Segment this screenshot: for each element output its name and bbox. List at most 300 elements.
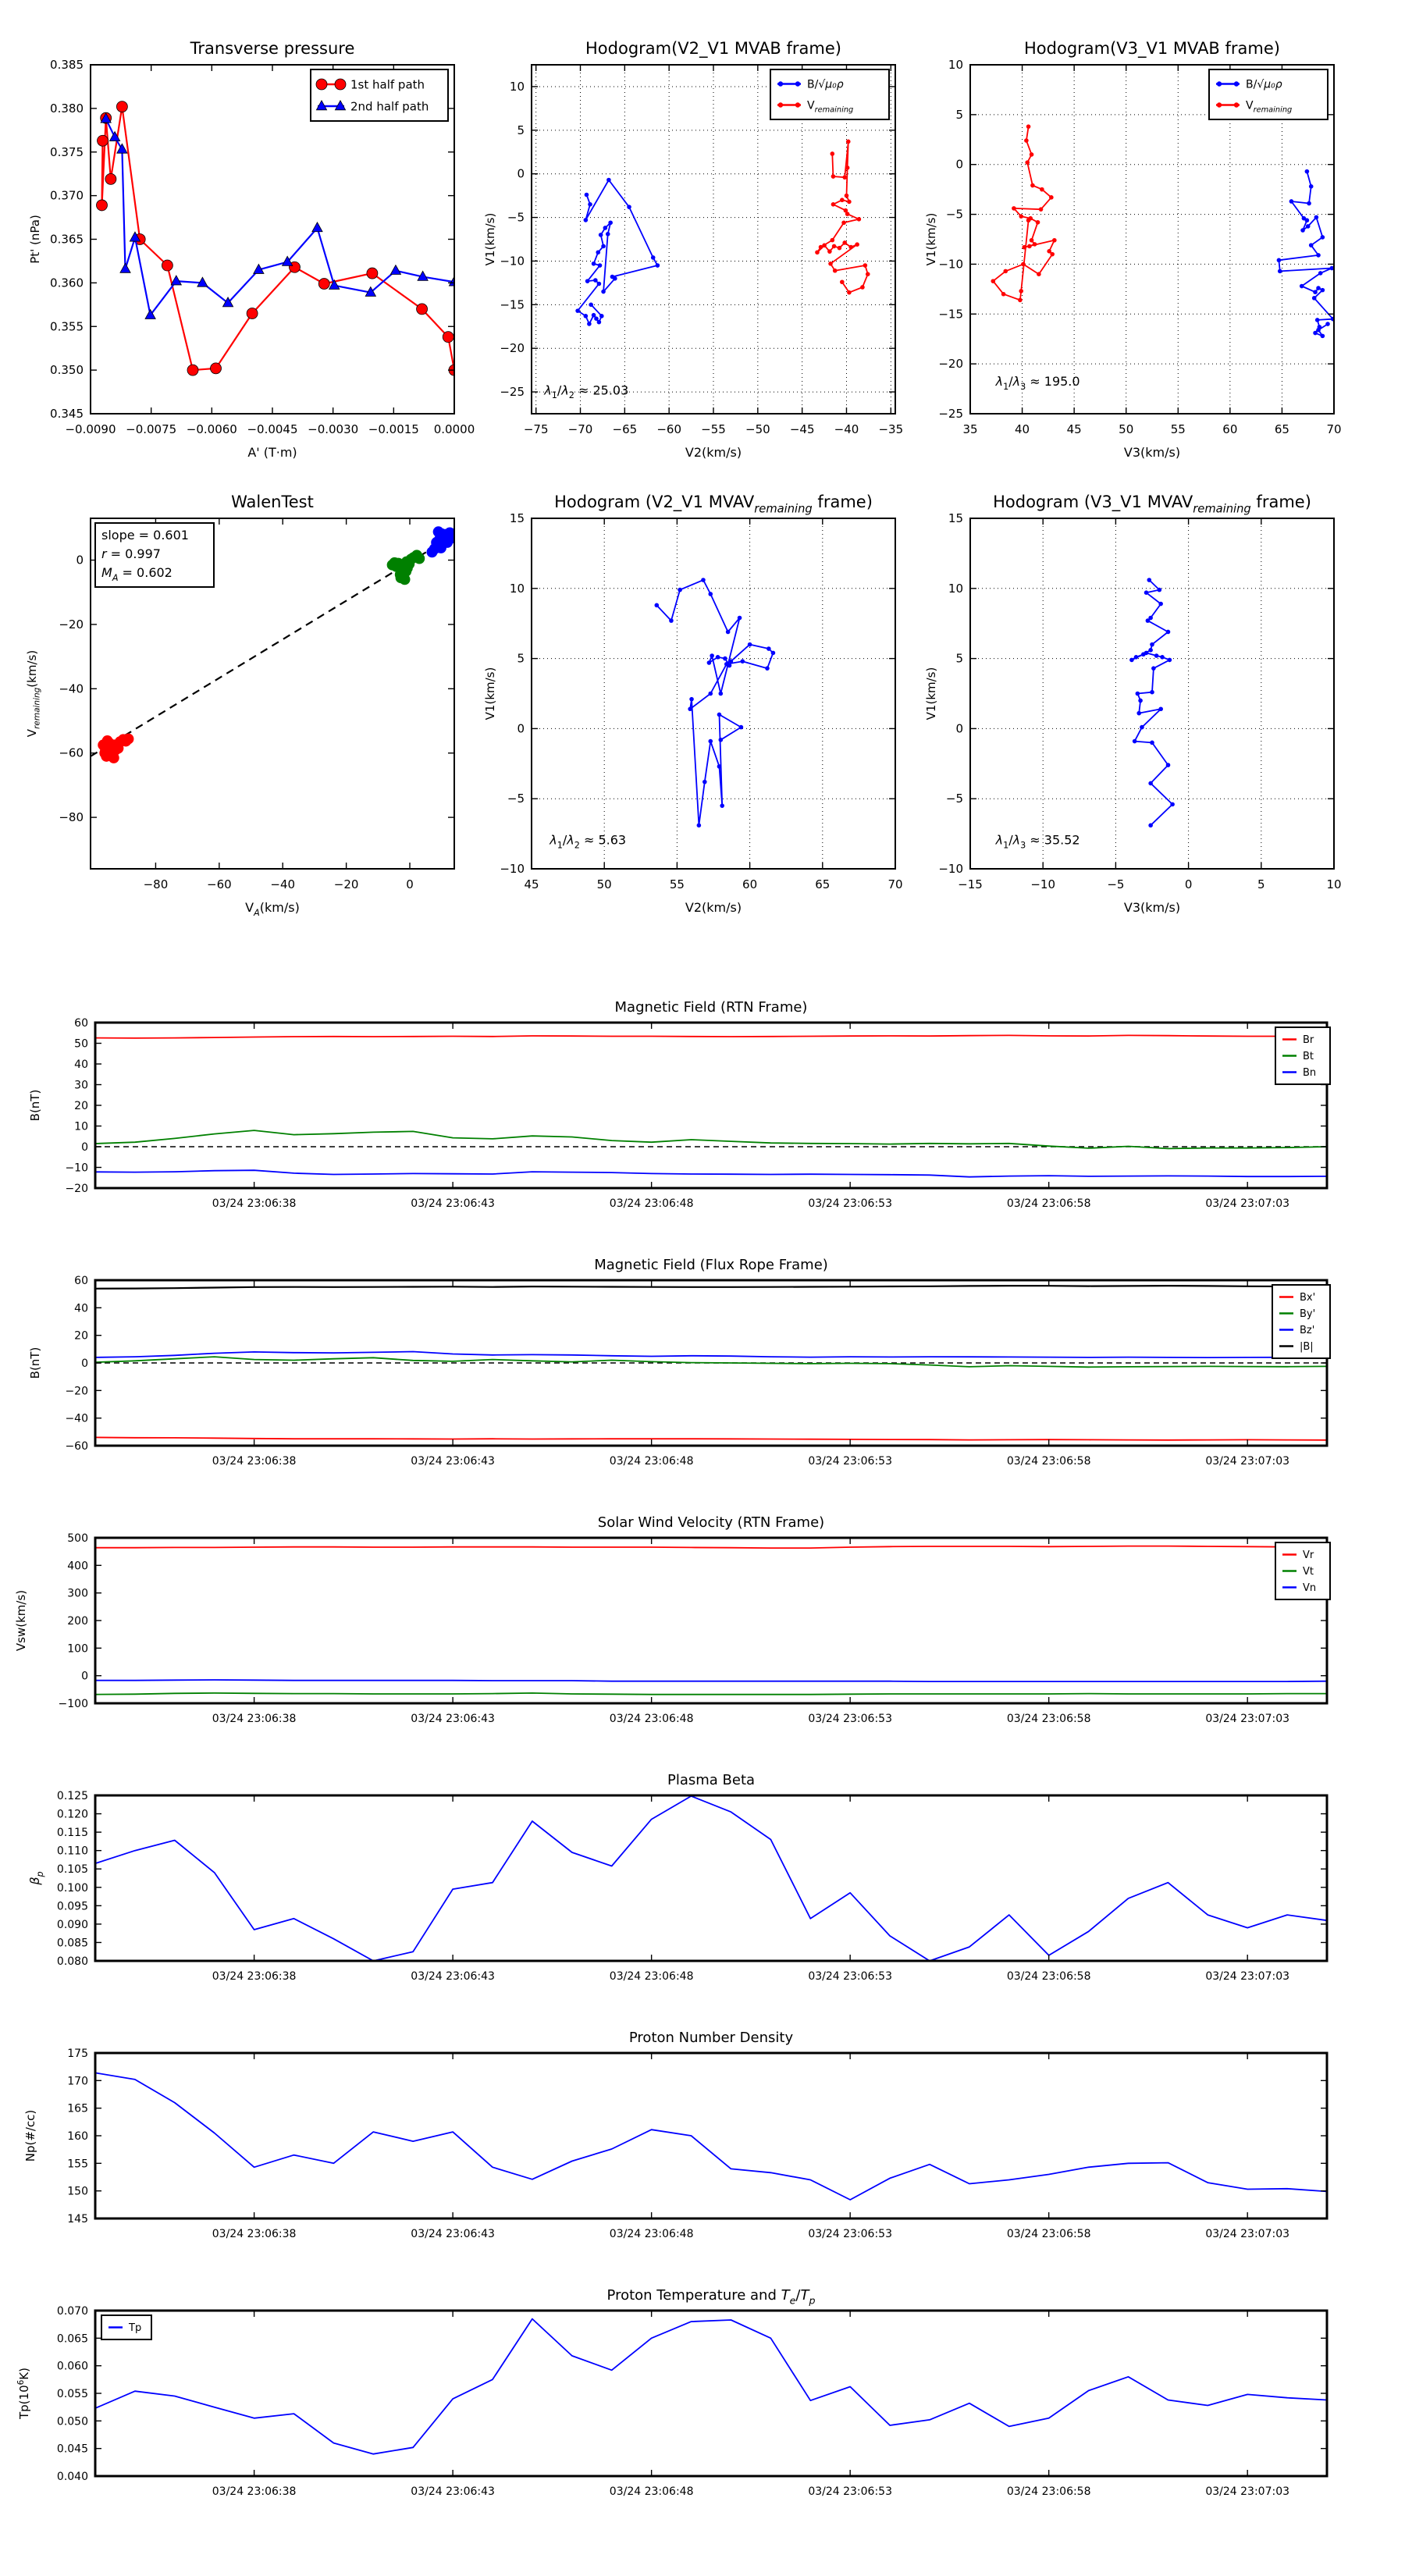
y-tick-label: 0	[81, 1357, 88, 1370]
y-tick-label: −5	[945, 207, 963, 222]
y-tick-label: −80	[59, 810, 84, 825]
chart-title: Magnetic Field (RTN Frame)	[614, 999, 808, 1016]
plot-area	[991, 124, 1335, 338]
y-tick-label: 30	[74, 1079, 88, 1092]
marker-dot	[1234, 81, 1239, 86]
chart-title: Hodogram (V2_V1 $MVAV_{remaining}$ frame)	[554, 493, 873, 516]
marker-dot	[1136, 711, 1141, 716]
marker-dot	[1305, 218, 1310, 222]
plot-area	[95, 1286, 1327, 1440]
marker-dot	[846, 140, 851, 144]
x-tick-label: 03/24 23:06:58	[1006, 1455, 1091, 1468]
x-tick-label: 03/24 23:06:48	[609, 1970, 694, 1983]
x-tick-label: 5	[1257, 877, 1265, 891]
marker-dot	[701, 578, 706, 582]
marker-circle	[211, 363, 222, 374]
marker-dot	[710, 653, 714, 658]
marker-dot	[748, 642, 752, 647]
marker-dot	[717, 764, 722, 769]
axis-frame	[95, 2311, 1327, 2476]
y-tick-label: 155	[67, 2158, 88, 2171]
panel-proton-temperature	[16, 2279, 1389, 2514]
marker-dot	[708, 692, 713, 696]
y-tick-label: 0.060	[56, 2360, 88, 2373]
marker-dot	[1154, 653, 1159, 658]
x-tick-label: −0.0030	[308, 422, 359, 436]
marker-circle	[367, 268, 378, 279]
annotation: $\lambda_1/\lambda_3 \approx 195.0$	[995, 374, 1080, 393]
x-tick-label: 03/24 23:06:48	[609, 2228, 694, 2240]
marker-dot	[1307, 201, 1311, 206]
legend-label: Vn	[1303, 1582, 1317, 1595]
axis-ticks	[95, 2311, 1327, 2476]
marker-dot	[1158, 706, 1163, 711]
marker-dot	[1321, 235, 1325, 240]
x-tick-label: 03/24 23:06:38	[212, 1197, 297, 1210]
y-tick-label: −10	[938, 862, 963, 876]
x-tick-label: −65	[612, 422, 638, 436]
marker-dot	[1309, 243, 1314, 247]
plot-area	[575, 140, 870, 326]
marker-dot	[613, 276, 617, 281]
marker-dot	[848, 245, 853, 250]
x-tick-label: 65	[1274, 422, 1289, 436]
marker-dot	[1278, 269, 1282, 274]
marker-dot	[815, 250, 820, 254]
y-tick-label: −5	[507, 210, 525, 225]
marker-dot	[740, 659, 745, 664]
x-tick-label: 55	[669, 877, 685, 891]
y-tick-label: 10	[948, 58, 963, 72]
marker-dot	[592, 262, 596, 266]
y-tick-label: 0.375	[50, 144, 84, 159]
y-tick-label: 60	[74, 1017, 88, 1030]
marker-dot	[832, 244, 837, 249]
y-axis-label: Np(#/cc)	[23, 2109, 37, 2162]
legend-label: Tp	[129, 2322, 142, 2335]
y-tick-label: 5	[955, 651, 963, 666]
marker-dot	[1289, 199, 1294, 204]
y-tick-label: 15	[948, 511, 963, 525]
series-Bz'	[95, 1352, 1327, 1358]
y-tick-label: 0.090	[56, 1918, 88, 1931]
x-tick-label: 03/24 23:06:58	[1006, 2228, 1091, 2240]
y-tick-label: 0.360	[50, 276, 84, 290]
marker-dot	[708, 592, 713, 596]
x-tick-label: 03/24 23:07:03	[1205, 1455, 1290, 1468]
series-B-over-sqrt-mu0rho	[1279, 172, 1332, 336]
x-tick-label: 03/24 23:06:38	[212, 2485, 297, 2498]
marker-dot	[1321, 334, 1325, 339]
marker-dot	[838, 246, 842, 251]
x-tick-label: 50	[596, 877, 612, 891]
y-tick-label: 60	[74, 1275, 88, 1287]
marker-dot	[1140, 725, 1144, 730]
marker-dot	[1148, 781, 1153, 786]
plot-area	[95, 2319, 1327, 2454]
marker-dot	[778, 81, 783, 86]
y-tick-label: 0	[955, 157, 963, 172]
chart-title: Hodogram (V3_V1 $MVAV_{remaining}$ frame)	[993, 493, 1311, 516]
x-tick-label: 03/24 23:06:43	[411, 1713, 495, 1725]
x-tick-label: 03/24 23:07:03	[1205, 1713, 1290, 1725]
x-tick-label: 0	[1184, 877, 1193, 891]
series-Br	[95, 1035, 1327, 1038]
marker-dot	[845, 165, 850, 170]
y-tick-label: −60	[59, 745, 84, 760]
marker-dot	[1019, 214, 1023, 219]
marker-dot	[589, 303, 593, 308]
legend-label: Bn	[1303, 1067, 1317, 1080]
axis-frame	[95, 1023, 1327, 1188]
marker-dot	[845, 212, 850, 216]
chart-title: Proton Temperature and $T_e/T_p$	[606, 2287, 816, 2307]
marker-dot	[840, 279, 845, 284]
axis-frame	[95, 1795, 1327, 1961]
y-tick-label: −20	[65, 1385, 88, 1398]
marker-triangle	[171, 276, 181, 285]
marker-dot	[597, 320, 602, 325]
y-tick-label: −15	[500, 297, 525, 312]
marker-dot	[831, 202, 836, 207]
marker-dot	[795, 81, 800, 86]
x-tick-label: 03/24 23:07:03	[1205, 1197, 1290, 1210]
x-tick-label: −35	[878, 422, 904, 436]
stats-box	[95, 523, 214, 587]
y-tick-label: 5	[517, 651, 525, 666]
marker-dot	[857, 217, 862, 222]
y-axis-label: V1(km/s)	[483, 667, 497, 720]
x-tick-label: 03/24 23:07:03	[1205, 2485, 1290, 2498]
y-tick-label: −20	[500, 341, 525, 356]
axis-ticks	[95, 1023, 1327, 1188]
legend	[1209, 69, 1328, 119]
y-tick-label: 0.125	[56, 1790, 88, 1802]
plot-area	[655, 578, 776, 827]
legend-label: B/√μ₀ρ	[807, 78, 844, 91]
x-tick-label: −0.0060	[186, 422, 237, 436]
marker-dot	[1052, 238, 1057, 243]
series-Bt	[95, 1130, 1327, 1148]
panel-magnetic-field-rtn	[16, 991, 1389, 1226]
y-tick-label: 15	[509, 511, 525, 525]
marker-circle	[116, 101, 127, 112]
marker-dot	[841, 220, 846, 225]
marker-dot	[655, 603, 660, 608]
x-tick-label: 03/24 23:06:43	[411, 1970, 495, 1983]
marker-dot	[397, 560, 408, 571]
legend	[1275, 1027, 1330, 1084]
y-tick-label: 0.345	[50, 407, 84, 421]
marker-dot	[601, 244, 606, 249]
legend-label: Vr	[1303, 1550, 1314, 1562]
marker-dot	[596, 250, 600, 254]
y-tick-label: 0.115	[56, 1827, 88, 1840]
marker-dot	[739, 725, 744, 730]
marker-dot	[593, 278, 598, 283]
marker-triangle	[120, 263, 130, 272]
marker-dot	[1024, 138, 1029, 143]
marker-dot	[1315, 318, 1320, 322]
y-tick-label: 0.120	[56, 1808, 88, 1821]
y-tick-label: 10	[74, 1120, 88, 1133]
y-axis-label: B(nT)	[28, 1347, 42, 1379]
marker-dot	[1133, 739, 1137, 744]
annotation: $\lambda_1/\lambda_2 \approx 25.03$	[544, 382, 629, 401]
y-tick-label: 10	[509, 581, 525, 596]
marker-circle	[335, 79, 346, 90]
annotation: $\lambda_1/\lambda_3 \approx 35.52$	[995, 832, 1080, 851]
y-tick-label: 40	[74, 1059, 88, 1071]
x-axis-label: V3(km/s)	[1123, 900, 1181, 915]
marker-dot	[1300, 228, 1305, 233]
series-2nd half path	[106, 119, 454, 315]
y-tick-label: 0.055	[56, 2388, 88, 2400]
x-tick-label: 60	[1222, 422, 1238, 436]
marker-dot	[1018, 298, 1023, 303]
legend	[1272, 1285, 1330, 1358]
y-tick-label: 20	[74, 1100, 88, 1112]
marker-dot	[719, 692, 724, 696]
axis-ticks	[95, 1795, 1327, 1961]
y-tick-label: −10	[500, 862, 525, 876]
x-tick-label: 0.0000	[433, 422, 475, 436]
y-tick-label: 100	[67, 1642, 88, 1656]
x-tick-label: −55	[701, 422, 726, 436]
marker-dot	[1036, 220, 1040, 225]
y-axis-label: $Tp(10^6K)$	[16, 2367, 31, 2420]
y-tick-label: 165	[67, 2102, 88, 2115]
marker-dot	[1234, 102, 1239, 107]
marker-dot	[1313, 290, 1318, 294]
marker-dot	[1318, 271, 1323, 276]
marker-dot	[1026, 124, 1031, 129]
marker-dot	[1019, 289, 1023, 294]
x-axis-label: V2(km/s)	[685, 445, 742, 460]
marker-dot	[845, 194, 849, 198]
marker-dot	[707, 660, 712, 665]
x-tick-label: 03/24 23:06:48	[609, 1455, 694, 1468]
marker-dot	[1027, 244, 1032, 249]
chart-title: Plasma Beta	[667, 1772, 756, 1788]
series-markers-2nd half path	[101, 113, 460, 318]
marker-dot	[587, 322, 592, 326]
marker-dot	[795, 102, 800, 107]
marker-dot	[599, 314, 604, 318]
y-axis-label: $V_{remaining}(km/s)$	[25, 649, 42, 738]
marker-dot	[863, 263, 868, 268]
marker-dot	[1150, 642, 1154, 647]
marker-dot	[414, 553, 425, 564]
x-tick-label: −0.0075	[126, 422, 177, 436]
x-tick-label: 03/24 23:06:43	[411, 2485, 495, 2498]
axis-frame	[95, 1538, 1327, 1703]
marker-dot	[651, 255, 656, 260]
marker-circle	[247, 308, 258, 318]
marker-dot	[767, 646, 771, 651]
axis-frame	[532, 518, 895, 869]
marker-dot	[1158, 588, 1162, 592]
marker-dot	[724, 662, 729, 667]
marker-dot	[1170, 802, 1175, 807]
marker-dot	[720, 803, 724, 808]
series-Vr	[95, 1546, 1327, 1549]
x-tick-label: 50	[1119, 422, 1134, 436]
axis-ticks	[95, 1538, 1327, 1703]
x-tick-label: 03/24 23:06:38	[212, 1713, 297, 1725]
y-tick-label: 0	[81, 1670, 88, 1683]
marker-dot	[765, 666, 770, 671]
x-tick-label: 03/24 23:06:53	[808, 2228, 893, 2240]
marker-dot	[1022, 245, 1026, 250]
marker-dot	[584, 218, 589, 222]
marker-dot	[123, 734, 133, 745]
x-tick-label: 03/24 23:06:58	[1006, 1197, 1091, 1210]
y-tick-label: 0.110	[56, 1845, 88, 1858]
chart-title: Proton Number Density	[628, 2030, 794, 2046]
x-axis-label: V2(km/s)	[685, 900, 742, 915]
marker-dot	[1150, 741, 1154, 745]
series-markers-cluster-red	[98, 734, 133, 763]
y-tick-label: 0.095	[56, 1900, 88, 1913]
marker-dot	[606, 232, 610, 237]
panel-hodogram-v3v1-mvab	[921, 12, 1358, 461]
y-tick-label: 0.040	[56, 2471, 88, 2483]
x-tick-label: −0.0015	[368, 422, 419, 436]
y-tick-label: 0	[81, 1141, 88, 1154]
legend	[101, 2315, 151, 2339]
marker-dot	[1151, 666, 1156, 671]
marker-dot	[585, 193, 589, 197]
marker-dot	[842, 175, 847, 180]
y-tick-label: −40	[59, 681, 84, 696]
plot-area	[1129, 578, 1175, 827]
y-tick-label: 50	[74, 1037, 88, 1051]
marker-dot	[729, 659, 734, 664]
y-tick-label: 0	[955, 721, 963, 736]
marker-dot	[689, 697, 694, 702]
panel-magnetic-field-flux-rope	[16, 1249, 1389, 1483]
marker-dot	[1033, 242, 1037, 247]
marker-dot	[603, 226, 608, 230]
series-markers-1st half path	[96, 101, 460, 375]
legend-label: $V_{remaining}$	[1246, 99, 1293, 115]
x-tick-label: 03/24 23:06:43	[411, 1455, 495, 1468]
y-tick-label: 0.385	[50, 58, 84, 72]
marker-circle	[443, 332, 454, 343]
x-tick-label: 03/24 23:06:43	[411, 2228, 495, 2240]
stats-line: slope = 0.601	[101, 528, 189, 543]
marker-dot	[606, 178, 611, 183]
x-tick-label: −45	[789, 422, 815, 436]
annotation: $\lambda_1/\lambda_2 \approx 5.63$	[550, 832, 627, 851]
marker-dot	[1050, 252, 1055, 257]
x-tick-label: 65	[815, 877, 831, 891]
y-tick-label: 0.105	[56, 1863, 88, 1877]
marker-dot	[1136, 692, 1140, 696]
y-tick-label: 0.045	[56, 2443, 88, 2456]
y-axis-label: V1(km/s)	[924, 667, 938, 720]
y-axis-label: Vsw(km/s)	[14, 1589, 28, 1652]
marker-circle	[105, 173, 116, 184]
y-tick-label: −10	[938, 257, 963, 272]
marker-dot	[1030, 183, 1035, 188]
marker-dot	[656, 263, 660, 268]
x-tick-label: 03/24 23:06:53	[808, 1713, 893, 1725]
marker-dot	[827, 249, 832, 254]
marker-dot	[1001, 292, 1006, 297]
marker-circle	[96, 200, 107, 211]
marker-dot	[702, 780, 707, 785]
marker-dot	[588, 202, 592, 207]
marker-dot	[1316, 253, 1321, 258]
x-tick-label: 03/24 23:06:53	[808, 1197, 893, 1210]
x-tick-label: 03/24 23:06:58	[1006, 1970, 1091, 1983]
marker-dot	[726, 630, 731, 635]
series-markers-B-over-sqrt-mu0rho	[1277, 169, 1336, 338]
x-tick-label: 03/24 23:06:53	[808, 2485, 893, 2498]
y-tick-label: 160	[67, 2130, 88, 2143]
marker-dot	[1217, 81, 1222, 86]
y-tick-label: 170	[67, 2075, 88, 2088]
y-tick-label: 0.380	[50, 101, 84, 116]
marker-dot	[1146, 618, 1151, 623]
series-markers-cluster-green	[387, 550, 425, 585]
legend-label: Bt	[1303, 1051, 1314, 1063]
x-tick-label: 03/24 23:07:03	[1205, 2228, 1290, 2240]
series-markers-V-remaining	[815, 140, 870, 295]
x-tick-label: −60	[207, 877, 232, 891]
y-tick-label: 0.355	[50, 319, 84, 334]
series-B-over-sqrt-mu0rho	[578, 180, 657, 324]
panel-solar-wind-velocity	[16, 1507, 1389, 1741]
y-tick-label: 300	[67, 1587, 88, 1600]
marker-dot	[1309, 184, 1314, 189]
x-tick-label: −60	[656, 422, 681, 436]
y-axis-label: Pt' (nPa)	[28, 215, 42, 264]
series-By'	[95, 1357, 1327, 1367]
y-axis-label: V1(km/s)	[924, 212, 938, 266]
marker-dot	[1148, 648, 1153, 653]
x-tick-label: 03/24 23:06:48	[609, 1713, 694, 1725]
x-tick-label: 70	[887, 877, 903, 891]
marker-dot	[584, 314, 589, 318]
x-tick-label: 03/24 23:06:53	[808, 1970, 893, 1983]
chart-title: Magnetic Field (Flux Rope Frame)	[594, 1257, 828, 1273]
marker-circle	[318, 278, 329, 289]
marker-dot	[723, 656, 727, 661]
marker-dot	[1148, 824, 1153, 828]
series-B-over-sqrt-mu0rho	[656, 580, 773, 825]
y-tick-label: 10	[948, 581, 963, 596]
marker-dot	[1300, 284, 1304, 289]
marker-dot	[598, 263, 603, 268]
marker-circle	[162, 260, 173, 271]
marker-dot	[1134, 655, 1139, 660]
marker-dot	[1160, 655, 1165, 660]
legend	[770, 69, 889, 119]
marker-dot	[594, 316, 599, 321]
marker-dot	[1306, 224, 1311, 229]
x-tick-label: 45	[1066, 422, 1082, 436]
marker-dot	[840, 197, 845, 202]
panel-walen-test	[16, 468, 468, 925]
y-tick-label: 0.050	[56, 2415, 88, 2428]
x-tick-label: 03/24 23:06:58	[1006, 2485, 1091, 2498]
marker-triangle	[117, 144, 127, 153]
stats-line: r = 0.997	[101, 546, 161, 561]
x-tick-label: 03/24 23:06:48	[609, 2485, 694, 2498]
